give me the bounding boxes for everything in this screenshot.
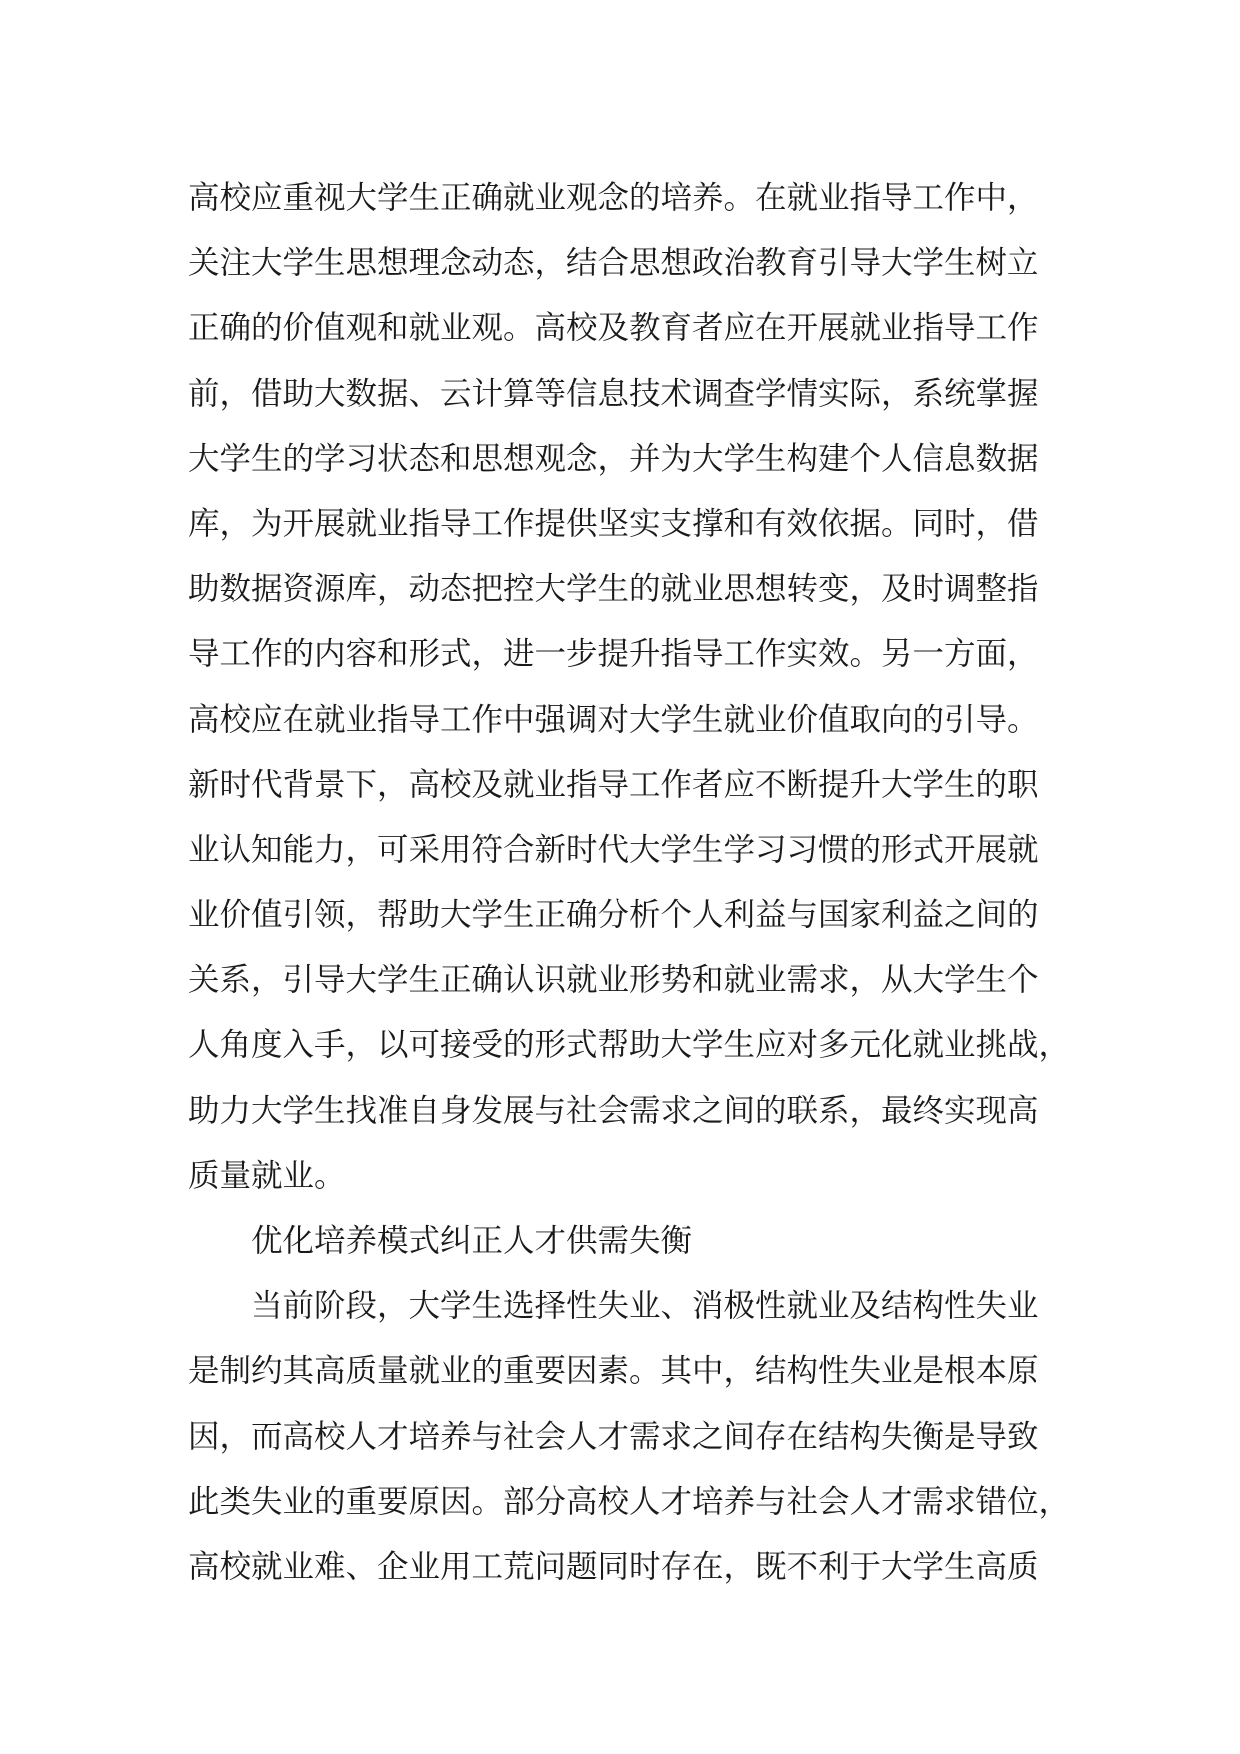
paragraph-1-line-6: 库，为开展就业指导工作提供坚实支撑和有效依据。同时，借 [188, 505, 1039, 542]
paragraph-1-line-15: 助力大学生找准自身发展与社会需求之间的联系，最终实现高 [188, 1092, 1039, 1129]
paragraph-2-line-1: 当前阶段，大学生选择性失业、消极性就业及结构性失业 [251, 1288, 1039, 1325]
paragraph-1-line-16: 质量就业。 [188, 1157, 346, 1194]
paragraph-1-line-13: 关系，引导大学生正确认识就业形势和就业需求，从大学生个 [188, 962, 1039, 999]
paragraph-2-line-2: 是制约其高质量就业的重要因素。其中，结构性失业是根本原 [188, 1353, 1039, 1390]
paragraph-1-line-5: 大学生的学习状态和思想观念，并为大学生构建个人信息数据 [188, 440, 1039, 477]
section-heading: 优化培养模式纠正人才供需失衡 [251, 1223, 693, 1259]
paragraph-2-line-5: 高校就业难、企业用工荒问题同时存在，既不利于大学生高质 [188, 1548, 1039, 1585]
paragraph-1-line-14: 人角度入手，以可接受的形式帮助大学生应对多元化就业挑战， [188, 1027, 1071, 1064]
paragraph-1-line-1: 高校应重视大学生正确就业观念的培养。在就业指导工作中， [188, 180, 1039, 216]
paragraph-1-line-4: 前，借助大数据、云计算等信息技术调查学情实际，系统掌握 [188, 375, 1039, 412]
paragraph-1-line-9: 高校应在就业指导工作中强调对大学生就业价值取向的引导。 [188, 701, 1039, 738]
document-body [188, 166, 1088, 1600]
paragraph-1-line-8: 导工作的内容和形式，进一步提升指导工作实效。另一方面， [188, 636, 1039, 673]
paragraph-1-line-2: 关注大学生思想理念动态，结合思想政治教育引导大学生树立 [188, 245, 1039, 282]
paragraph-1-line-12: 业价值引领，帮助大学生正确分析个人利益与国家利益之间的 [188, 897, 1039, 934]
paragraph-1-line-3: 正确的价值观和就业观。高校及教育者应在开展就业指导工作 [188, 310, 1039, 347]
paragraph-1-line-7: 助数据资源库，动态把控大学生的就业思想转变，及时调整指 [188, 571, 1039, 608]
paragraph-1-line-11: 业认知能力，可采用符合新时代大学生学习习惯的形式开展就 [188, 831, 1039, 868]
paragraph-2-line-4: 此类失业的重要原因。部分高校人才培养与社会人才需求错位， [188, 1483, 1071, 1520]
paragraph-2-line-3: 因，而高校人才培养与社会人才需求之间存在结构失衡是导致 [188, 1418, 1039, 1455]
paragraph-1-line-10: 新时代背景下，高校及就业指导工作者应不断提升大学生的职 [188, 766, 1039, 803]
